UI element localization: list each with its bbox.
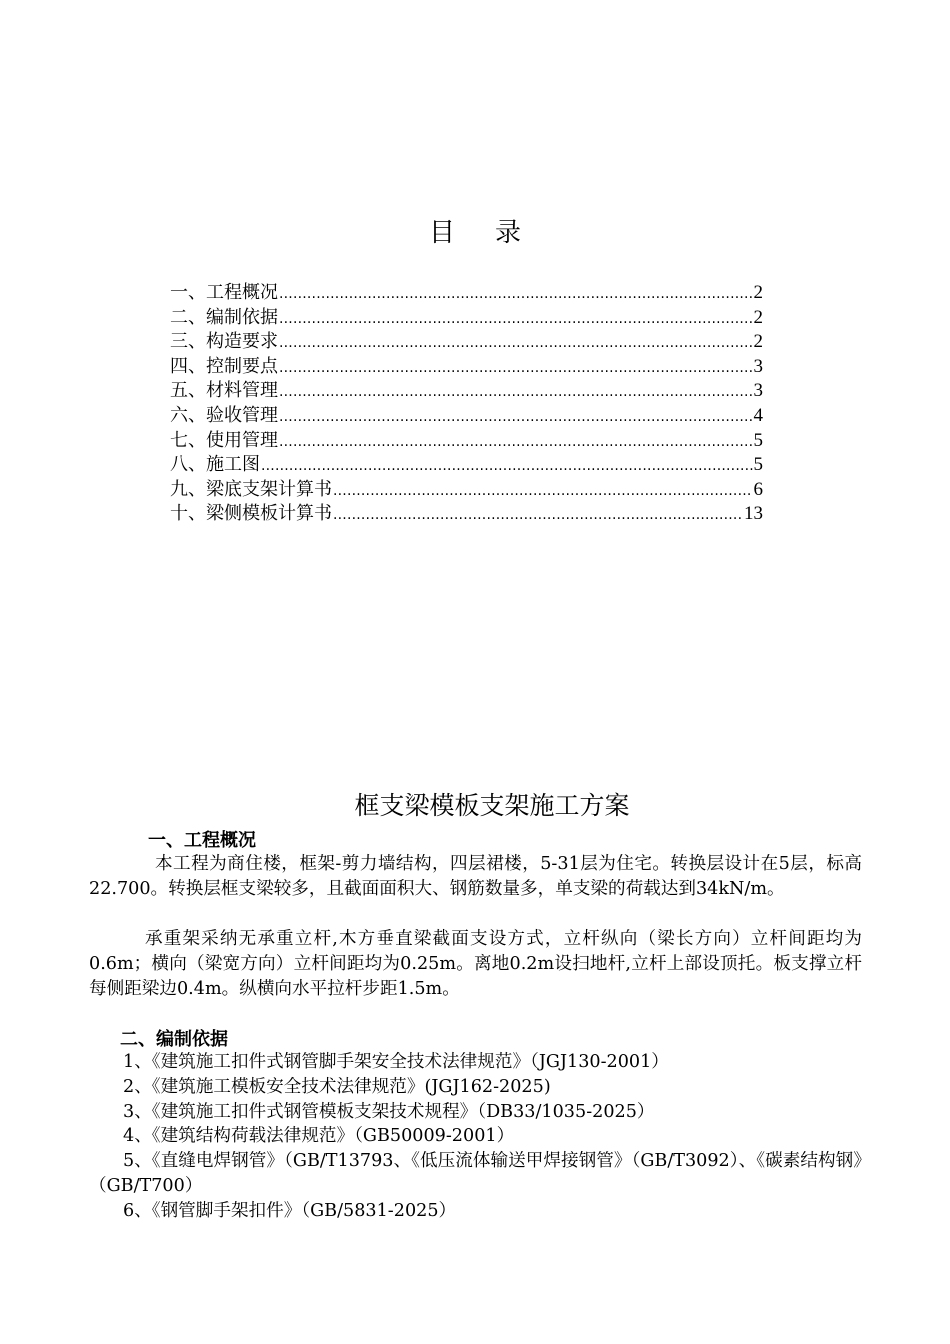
toc-dot-leader bbox=[279, 380, 753, 405]
toc-item-label: 八、施工图 bbox=[170, 454, 260, 476]
toc-item[interactable] bbox=[170, 330, 763, 355]
toc-item[interactable] bbox=[170, 306, 763, 331]
toc-dot-leader bbox=[333, 479, 753, 504]
reference-item: 4、《建筑结构荷载法律规范》（GB50009-2001） bbox=[123, 1126, 515, 1147]
toc-item-label: 三、构造要求 bbox=[170, 331, 278, 353]
toc-item-label: 六、验收管理 bbox=[170, 404, 278, 426]
reference-list bbox=[89, 1050, 862, 1224]
paragraph: 承重架采纳无承重立杆,木方垂直梁截面支设方式，立杆纵向（梁长方向）立杆间距均为0.6m；横向（梁宽方向）立杆间距均为0.25m。离地0.2m设扫地杆,立杆上部设顶托。板支撑立杆每侧距梁边0.4m。纵横向水平拉杆步距1.5m。 bbox=[89, 929, 862, 999]
toc-item[interactable] bbox=[170, 355, 763, 380]
toc-item-page: 13 bbox=[744, 503, 763, 525]
toc-item-page: 2 bbox=[753, 282, 763, 303]
section-heading: 一、工程概况 bbox=[148, 830, 256, 851]
toc-item-label: 一、工程概况 bbox=[170, 282, 278, 303]
toc-item[interactable] bbox=[170, 404, 763, 429]
toc-item[interactable] bbox=[170, 281, 763, 306]
toc-item[interactable] bbox=[170, 379, 763, 404]
toc-dot-leader bbox=[333, 503, 743, 528]
toc-dot-leader bbox=[279, 405, 753, 430]
document-title: 框支梁模板支架施工方案 bbox=[354, 791, 630, 820]
toc-dot-leader bbox=[279, 430, 753, 455]
toc-item[interactable] bbox=[170, 429, 763, 454]
toc-item[interactable] bbox=[170, 478, 763, 503]
toc-item-page: 5 bbox=[753, 429, 763, 451]
toc-dot-leader bbox=[279, 331, 753, 356]
section-heading: 二、编制依据 bbox=[120, 1029, 228, 1050]
reference-item: 1、《建筑施工扣件式钢管脚手架安全技术法律规范》（JGJ130-2001） bbox=[123, 1052, 669, 1072]
toc-dot-leader bbox=[279, 307, 753, 332]
toc-title-right: 录 bbox=[495, 218, 522, 248]
toc-item[interactable] bbox=[170, 453, 763, 478]
toc-item-label: 二、编制依据 bbox=[170, 306, 278, 328]
reference-item: 2、《建筑施工模板安全技术法律规范》(JGJ162-2025) bbox=[123, 1076, 551, 1097]
toc-item-page: 3 bbox=[753, 355, 763, 377]
toc-item-page: 3 bbox=[753, 380, 763, 402]
toc-dot-leader bbox=[279, 356, 753, 381]
reference-item: 5、《直缝电焊钢管》（GB/T13793、《低压流体输送甲焊接钢管》（GB/T3092）、《碳素结构钢》（GB/T700） bbox=[89, 1151, 862, 1196]
toc-item-label: 四、控制要点 bbox=[170, 355, 278, 377]
toc-title bbox=[0, 212, 950, 249]
toc-list bbox=[170, 281, 763, 527]
reference-item: 6、《钢管脚手架扣件》（GB/5831-2025） bbox=[123, 1200, 457, 1221]
toc-item-label: 七、使用管理 bbox=[170, 429, 278, 451]
toc-item-page: 2 bbox=[753, 331, 763, 353]
toc-item-page: 5 bbox=[753, 454, 763, 476]
toc-item-label: 五、材料管理 bbox=[170, 380, 278, 402]
toc-item-label: 十、梁侧模板计算书 bbox=[170, 503, 332, 525]
paragraph: 本工程为商住楼，框架-剪力墙结构，四层裙楼，5-31层为住宅。转换层设计在5层，标高22.700。转换层框支梁较多，且截面面积大、钢筋数量多，单支梁的荷载达到34kN/m。 bbox=[89, 854, 862, 899]
toc-item[interactable] bbox=[170, 502, 763, 527]
toc-dot-leader bbox=[279, 282, 753, 307]
toc-item-page: 6 bbox=[753, 478, 763, 500]
toc-item-page: 2 bbox=[753, 306, 763, 328]
toc-item-page: 4 bbox=[753, 404, 763, 426]
reference-item: 3、《建筑施工扣件式钢管模板支架技术规程》（DB33/1035-2025） bbox=[123, 1101, 655, 1122]
toc-item-label: 九、梁底支架计算书 bbox=[170, 478, 332, 500]
toc-title-left: 目 bbox=[428, 218, 455, 248]
toc-dot-leader bbox=[261, 454, 753, 479]
